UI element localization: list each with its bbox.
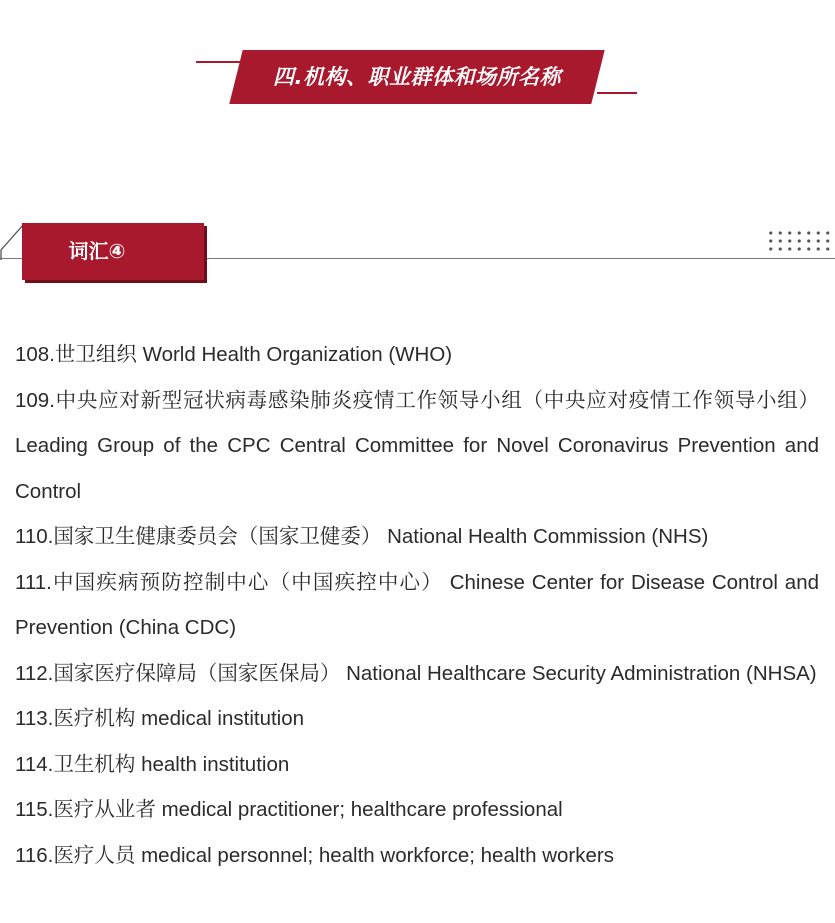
entry-112: 112.国家医疗保障局（国家医保局） National Healthcare Security Administration (NHSA) (15, 660, 817, 685)
entry-115: 115.医疗从业者 medical practitioner; healthcare professional (15, 797, 563, 821)
entry-110: 110.国家卫生健康委员会（国家卫健委） National Health Commission (NHS) (15, 524, 709, 548)
dot-grid-decoration (766, 229, 832, 253)
vocab-header (0, 220, 835, 282)
section-title: 四.机构、职业群体和场所名称 (273, 65, 561, 89)
vocab-label: 词汇④ (68, 239, 126, 263)
section-banner (0, 0, 835, 120)
entry-116: 116.医疗人员 medical personnel; health workforce; health workers (15, 842, 614, 867)
banner-line-right (597, 92, 637, 94)
entry-109: 109.中央应对新型冠状病毒感染肺炎疫情工作领导小组（中央应对疫情工作领导小组） Leading Group of the CPC Central Committee for Novel Coronavirus Prevention and Control (15, 387, 819, 503)
entry-111: 111.中国疾病预防控制中心（中国疾控中心） Chinese Center for Disease Control and Prevention (China CDC) (15, 569, 819, 639)
entry-113: 113.医疗机构 medical institution (15, 706, 305, 730)
entry-108: 108.世卫组织 World Health Organization (WHO) (15, 342, 453, 366)
vocabulary-list (15, 332, 819, 878)
entry-114: 114.卫生机构 health institution (15, 751, 290, 776)
